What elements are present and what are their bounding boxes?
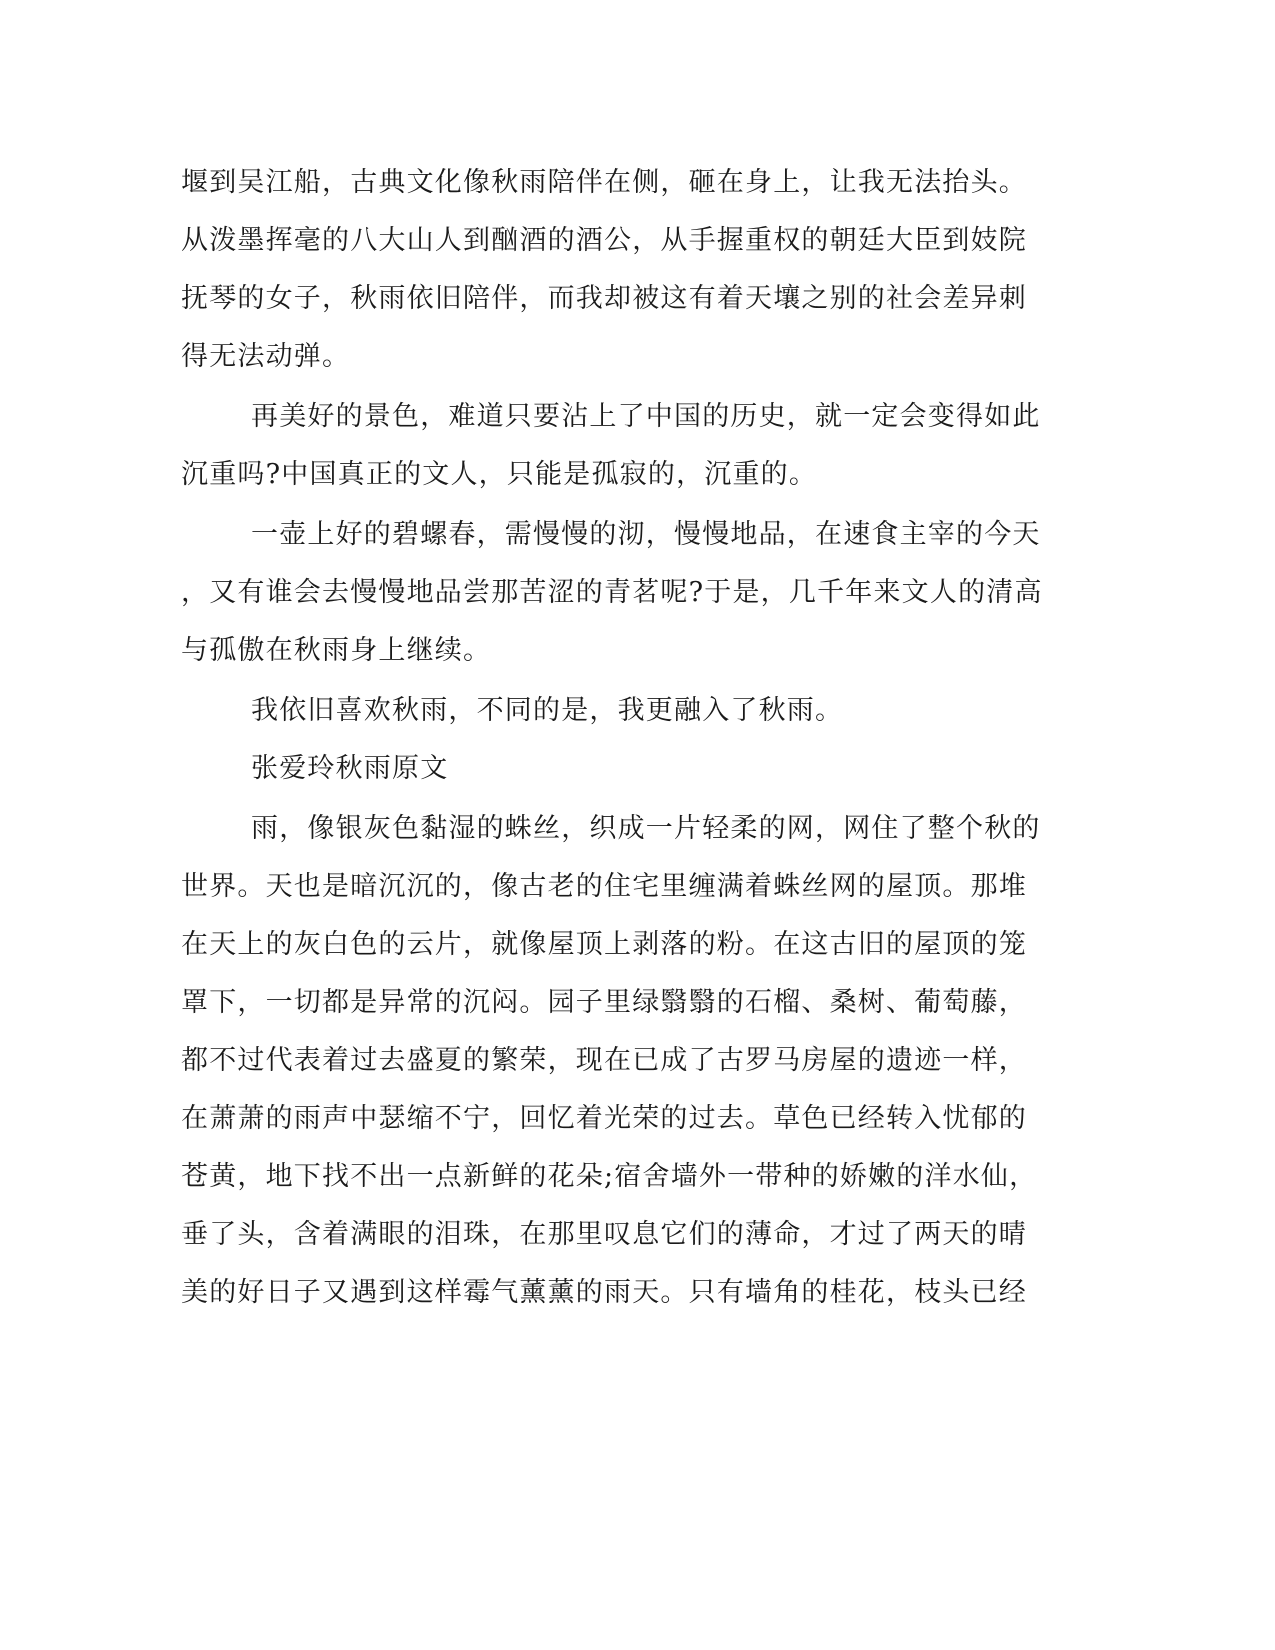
text-line: 堰到吴江船，古典文化像秋雨陪伴在侧，砸在身上，让我无法抬头。 xyxy=(181,167,1027,198)
paragraph-first-line: 雨，像银灰色黏湿的蛛丝，织成一片轻柔的网，网住了整个秋的 xyxy=(251,813,1041,844)
text-line: 在天上的灰白色的云片，就像屋顶上剥落的粉。在这古旧的屋顶的笼 xyxy=(181,929,1027,960)
text-line: 世界。天也是暗沉沉的，像古老的住宅里缠满着蛛丝网的屋顶。那堆 xyxy=(181,871,1027,902)
text-line: ，又有谁会去慢慢地品尝那苦涩的青茗呢?于是，几千年来文人的清高 xyxy=(181,577,1043,608)
paragraph-first-line: 我依旧喜欢秋雨，不同的是，我更融入了秋雨。 xyxy=(251,695,844,726)
paragraph-first-line: 再美好的景色，难道只要沾上了中国的历史，就一定会变得如此 xyxy=(251,401,1041,432)
text-line: 都不过代表着过去盛夏的繁荣，现在已成了古罗马房屋的遗迹一样， xyxy=(181,1045,1027,1076)
paragraph-first-line: 一壶上好的碧螺春，需慢慢的沏，慢慢地品，在速食主宰的今天 xyxy=(251,519,1041,550)
text-line: 抚琴的女子，秋雨依旧陪伴，而我却被这有着天壤之别的社会差异刺 xyxy=(181,283,1027,314)
text-line: 美的好日子又遇到这样霉气薰薰的雨天。只有墙角的桂花，枝头已经 xyxy=(181,1277,1027,1308)
text-line: 得无法动弹。 xyxy=(181,341,351,372)
text-line: 在萧萧的雨声中瑟缩不宁，回忆着光荣的过去。草色已经转入忧郁的 xyxy=(181,1103,1027,1134)
text-line: 苍黄，地下找不出一点新鲜的花朵;宿舍墙外一带种的娇嫩的洋水仙， xyxy=(181,1161,1038,1192)
text-line: 垂了头，含着满眼的泪珠，在那里叹息它们的薄命，才过了两天的晴 xyxy=(181,1219,1027,1250)
text-line: 沉重吗?中国真正的文人，只能是孤寂的，沉重的。 xyxy=(181,459,818,490)
section-heading: 张爱玲秋雨原文 xyxy=(251,753,449,784)
text-line: 罩下，一切都是异常的沉闷。园子里绿翳翳的石榴、桑树、葡萄藤， xyxy=(181,987,1027,1018)
text-line: 与孤傲在秋雨身上继续。 xyxy=(181,635,492,666)
text-line: 从泼墨挥毫的八大山人到酗酒的酒公，从手握重权的朝廷大臣到妓院 xyxy=(181,225,1027,256)
